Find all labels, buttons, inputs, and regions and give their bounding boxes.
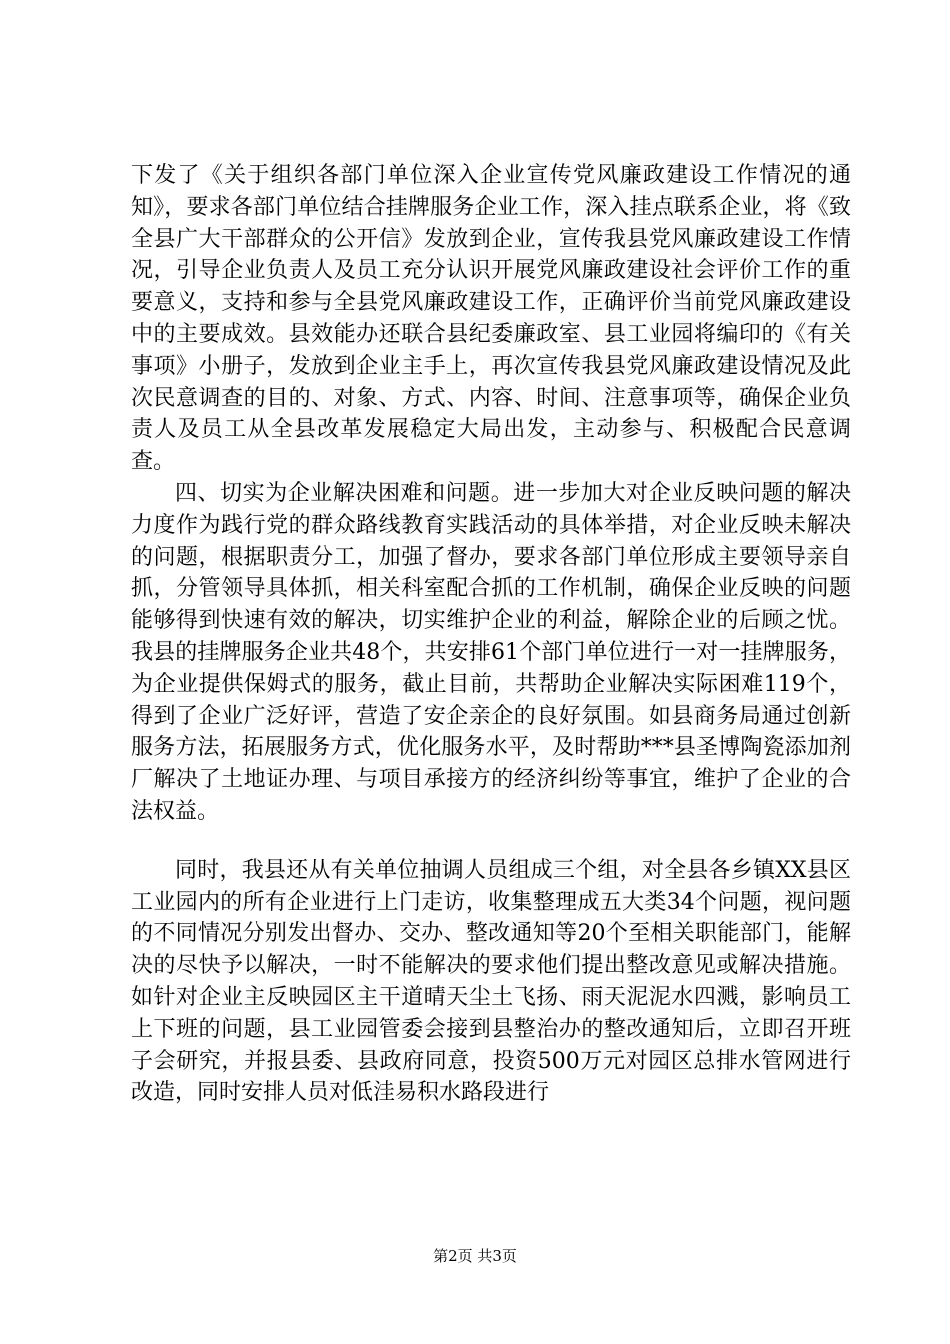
document-body [131,160,851,1109]
paragraph-section-four: 四、切实为企业解决困难和问题。进一步加大对企业反映问题的解决力度作为践行党的群众路线教育实践活动的具体举措，对企业反映未解决的问题，根据职责分工，加强了督办，要求各部门单位形成主要领导亲自抓，分管领导具体抓，相关科室配合抓的工作机制，确保企业反映的问题能够得到快速有效的解决，切实维护企业的利益，解除企业的后顾之忧。我县的挂牌服务企业共48个，共安排61个部门单位进行一对一挂牌服务，为企业提供保姆式的服务，截止目前，共帮助企业解决实际困难119个，得到了企业广泛好评，营造了安企亲企的良好氛围。如县商务局通过创新服务方法，拓展服务方式，优化服务水平，及时帮助***县圣博陶瓷添加剂厂解决了土地证办理、与项目承接方的经济纠纷等事宜，维护了企业的合法权益。 [131,480,851,824]
page-footer: 第2页 共3页 [433,1247,517,1265]
paragraph-continuation: 下发了《关于组织各部门单位深入企业宣传党风廉政建设工作情况的通知》，要求各部门单位结合挂牌服务企业工作，深入挂点联系企业，将《致全县广大干部群众的公开信》发放到企业，宣传我县党风廉政建设工作情况，引导企业负责人及员工充分认识开展党风廉政建设社会评价工作的重要意义，支持和参与全县党风廉政建设工作，正确评价当前党风廉政建设中的主要成效。县效能办还联合县纪委廉政室、县工业园将编印的《有关事项》小册子，发放到企业主手上，再次宣传我县党风廉政建设情况及此次民意调查的目的、对象、方式、内容、时间、注意事项等，确保企业负责人及员工从全县改革发展稳定大局出发，主动参与、积极配合民意调查。 [131,163,851,475]
paragraph-meanwhile: 同时，我县还从有关单位抽调人员组成三个组，对全县各乡镇XX县区工业园内的所有企业进行上门走访，收集整理成五大类34个问题，视问题的不同情况分别发出督办、交办、整改通知等20个至相关职能部门，能解决的尽快予以解决，一时不能解决的要求他们提出整改意见或解决措施。如针对企业主反映园区主干道晴天尘土飞扬、雨天泥泥水四溅，影响员工上下班的问题，县工业园管委会接到县整治办的整改通知后，立即召开班子会研究，并报县委、县政府同意，投资500万元对园区总排水管网进行改造，同时安排人员对低洼易积水路段进行 [131,857,851,1106]
